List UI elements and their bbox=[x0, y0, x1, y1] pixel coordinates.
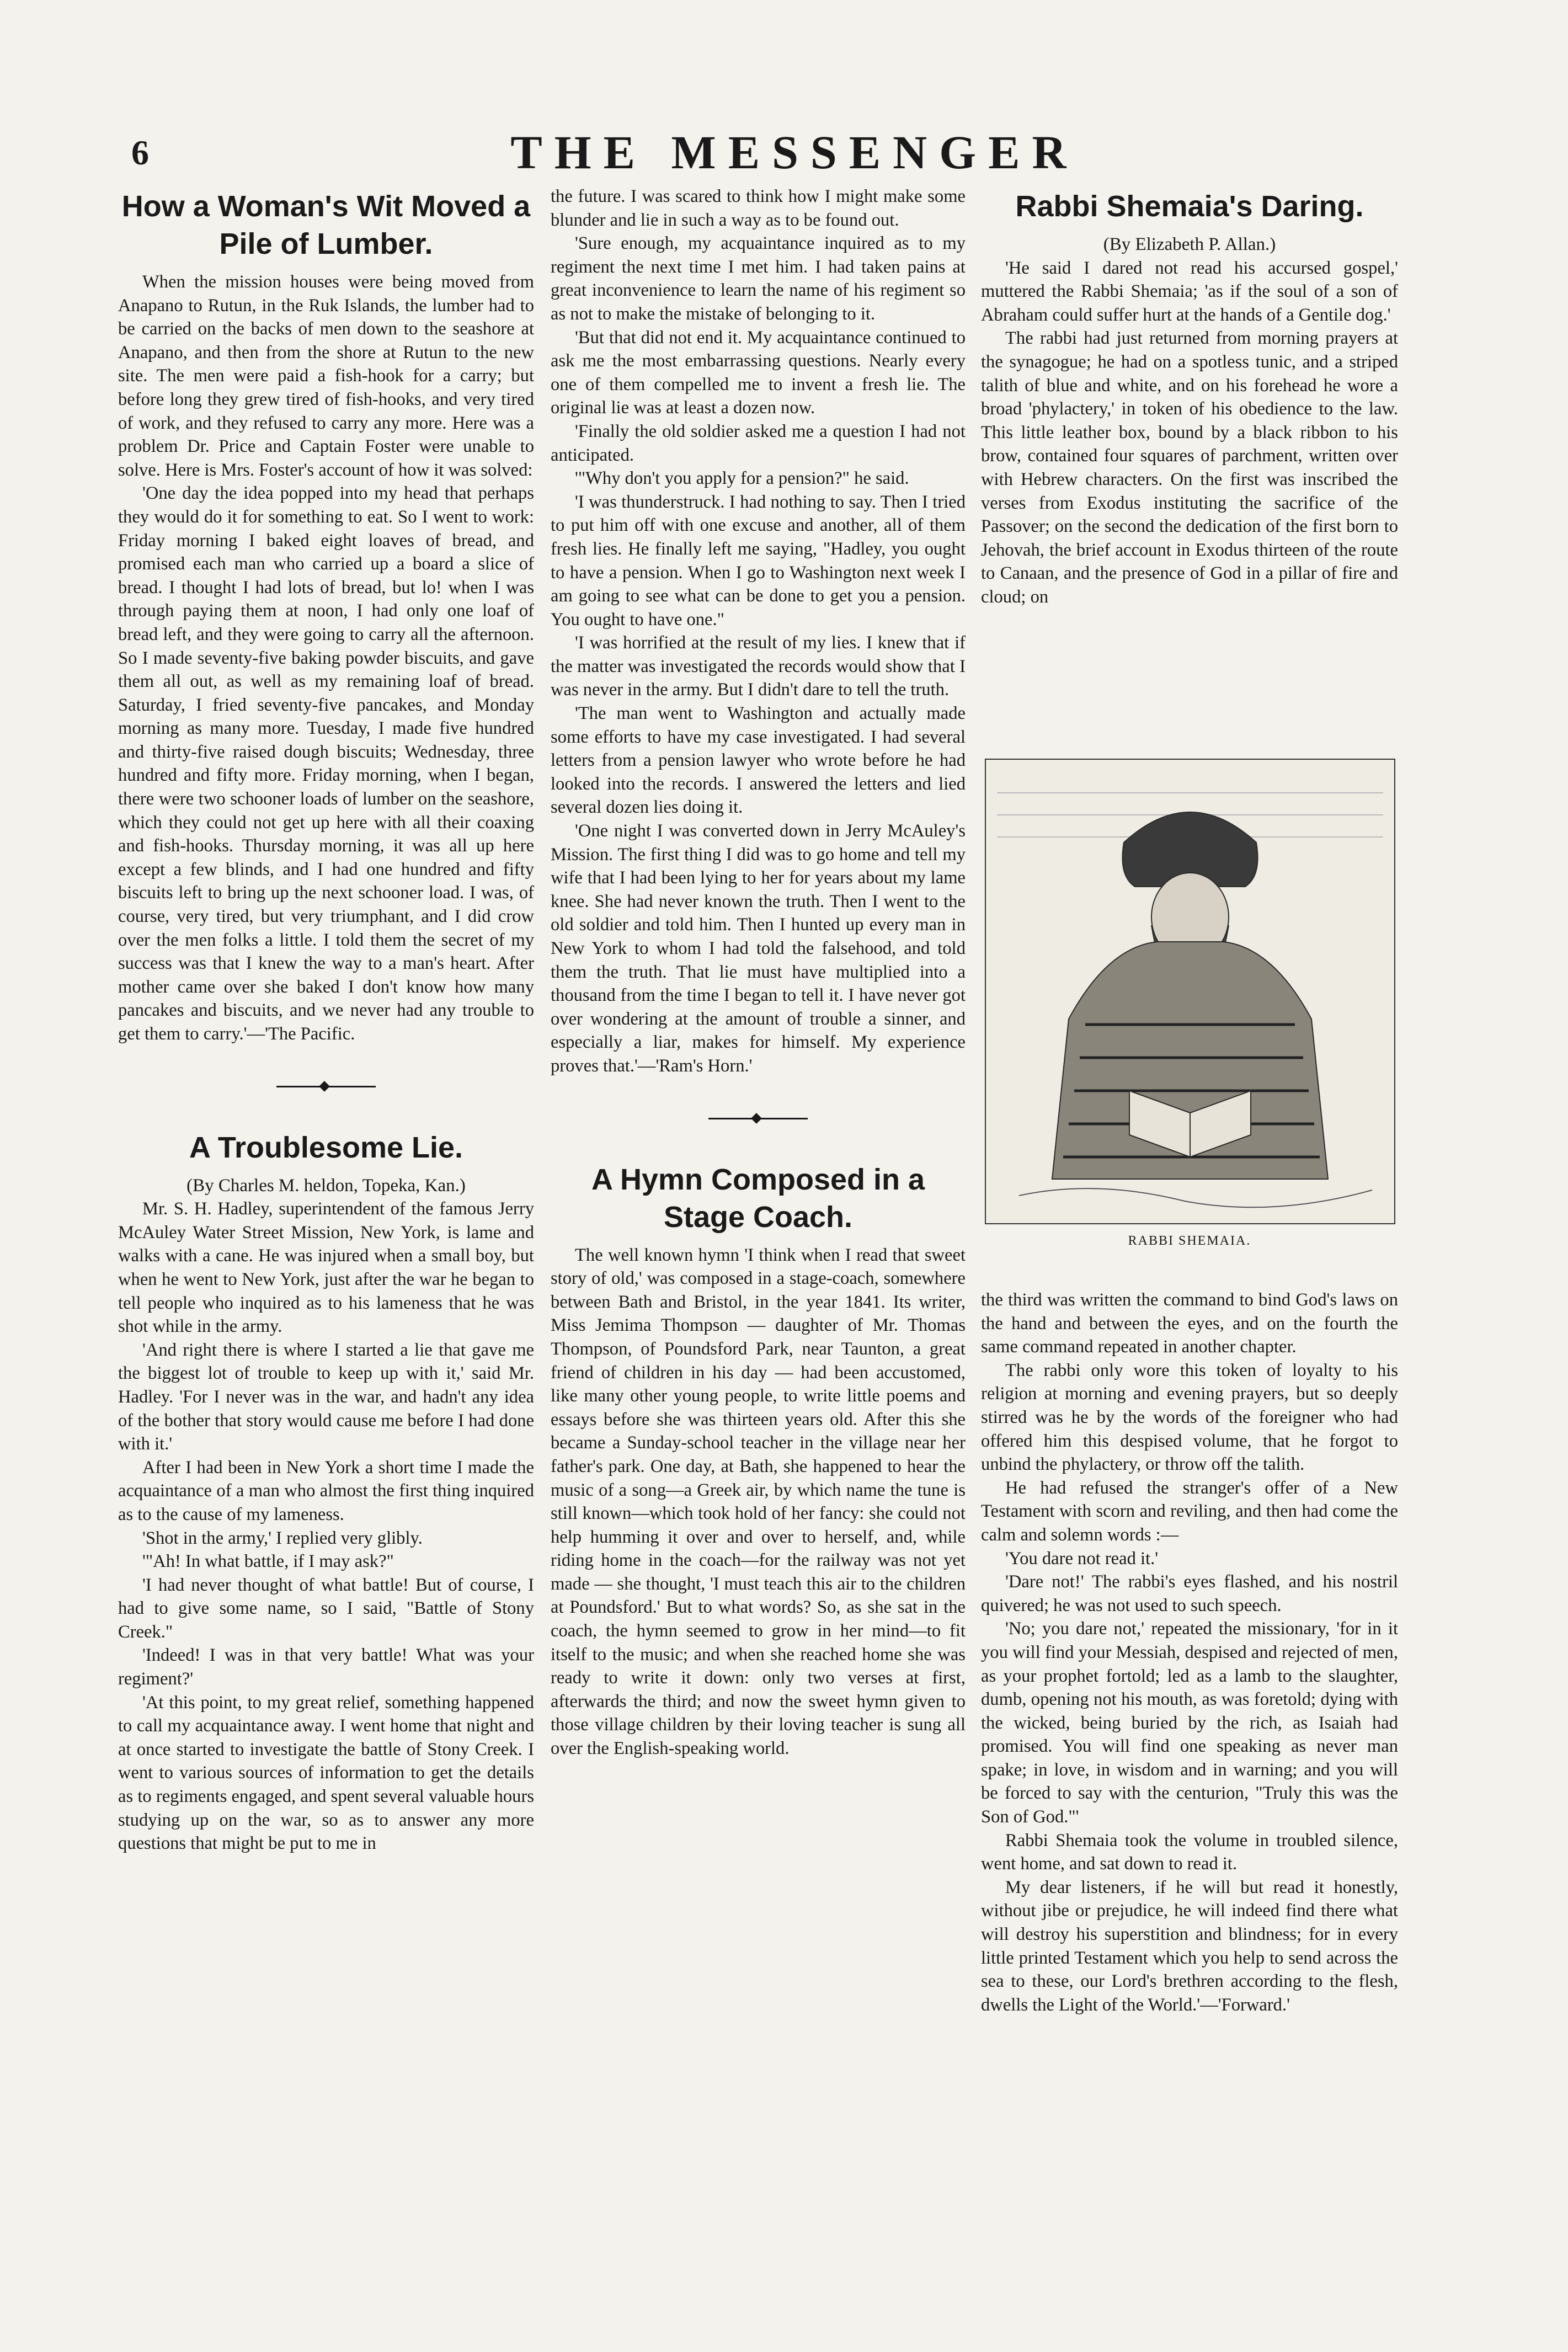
paragraph: 'And right there is where I started a lie that gave me the biggest lot of trouble to keep up with it,' said Mr. Hadley. 'For I never was in the war, and hadn't any idea of the bother that story would cause me before I had done with it.' bbox=[118, 1340, 534, 1454]
paragraph: 'You dare not read it.' bbox=[1005, 1548, 1159, 1569]
paragraph: '"Ah! In what battle, if I may ask?" bbox=[142, 1551, 394, 1572]
rabbi-illustration bbox=[985, 759, 1395, 1224]
paragraph: 'I was horrified at the result of my lies. I knew that if the matter was investigated the records would show that I was never in the army. But I didn't dare to tell the truth. bbox=[551, 633, 966, 700]
paragraph: 'I had never thought of what battle! But of course, I had to give some name, so I said, "Battle of Stony Creek." bbox=[118, 1575, 534, 1642]
column-1 bbox=[118, 188, 534, 1855]
section-divider bbox=[708, 1114, 808, 1122]
paragraph: 'Sure enough, my acquaintance inquired as to my regiment the next time I met him. I had taken pains at great inconvenience to learn the name of his regiment so as not to make the mistake of belonging to it. bbox=[551, 233, 966, 324]
paragraph: '"Why don't you apply for a pension?" he said. bbox=[575, 468, 909, 489]
page-number: 6 bbox=[131, 133, 149, 172]
paragraph: The well known hymn 'I think when I read that sweet story of old,' was composed in a stage-coach, somewhere between Bath and Bristol, in the year 1841. Its writer, Miss Jemima Thompson — daughter of Mr. Thomas Thompson, of Poundsford Park, near Taunton, a great friend of children in his day — had been accustomed, like many other young people, to write little poems and essays before she was thirteen years old. After this she became a Sunday-school teacher in the village near her father's park. One day, at Bath, she happened to hear the music of a song—a Greek air, by which name the tune is still known—which took hold of her fancy: she could not help humming it over and over to herself, and, while riding home in the coach—for the railway was not yet made — she thought, 'I must teach this air to the children at Poundsford.' But to what words? So, as she sat in the coach, the hymn seemed to grow in her mind—to fit itself to the music; and when she reached home she was ready to write it down: only two verses at first, afterwards the third; and now the sweet hymn given to those village children by their loving teacher is sung all over the English-speaking world. bbox=[551, 1245, 966, 1759]
paragraph: 'One night I was converted down in Jerry McAuley's Mission. The first thing I did was to go home and tell my wife that I had been lying to her for years about my lame knee. She had never known the truth. Then I went to the old soldier and told him. Then I hunted up every man in New York to whom I had told the falsehood, and told them the truth. That lie must have multiplied into a thousand from the time I began to tell it. I have never got over wondering at the amount of trouble a sinner, and especially a liar, makes for himself. My experience proves that.'—'Ram's Horn.' bbox=[551, 821, 966, 1076]
paragraph: 'Dare not!' The rabbi's eyes flashed, and his nostril quivered; he was not used to such speech. bbox=[981, 1572, 1398, 1615]
paragraph: After I had been in New York a short time I made the acquaintance of a man who almost the first thing inquired as to the cause of my lameness. bbox=[118, 1457, 534, 1524]
paragraph: 'Indeed! I was in that very battle! What was your regiment?' bbox=[118, 1645, 534, 1689]
paragraph: Rabbi Shemaia took the volume in troubled silence, went home, and sat down to read it. bbox=[981, 1830, 1398, 1874]
paragraph: The rabbi only wore this token of loyalty to his religion at morning and evening prayers, but so deeply stirred was he by the words of the foreigner who had offered him this despised volume, that he forgot to unbind the phylactery, or throw off the talith. bbox=[981, 1360, 1398, 1475]
paragraph: My dear listeners, if he will but read it honestly, without jibe or prejudice, he will indeed find there what will destroy his superstition and blindness; for in every little printed Testament which you help to send across the sea to these, our Lord's brethren according to the flesh, dwells the Light of the World.'—'Forward.' bbox=[981, 1877, 1398, 2015]
column-3-top bbox=[981, 188, 1398, 609]
paragraph: 'Shot in the army,' I replied very glibly. bbox=[142, 1528, 423, 1548]
paragraph: 'The man went to Washington and actually made some efforts to have my case investigated. I had several letters from a pension lawyer who wrote before he had looked into the records. I answered the letters and lied several dozen lies doing it. bbox=[551, 703, 966, 818]
article-title-rabbi: Rabbi Shemaia's Daring. bbox=[1015, 190, 1364, 223]
section-divider bbox=[276, 1082, 376, 1090]
paragraph: The rabbi had just returned from morning prayers at the synagogue; he had on a spotless tunic, and a striped talith of blue and white, and on his forehead he wore a broad 'phylactery,' in token of his obedience to the law. This little leather box, bound by a black ribbon to his brow, contained four squares of parchment, written over with Hebrew characters. On the first was inscribed the verses from Exodus instituting the sacrifice of the Passover; on the second the dedication of the first born to Jehovah, the brief account in Exodus thirteen of the route to Canaan, and the presence of God in a pillar of fire and cloud; on bbox=[981, 328, 1398, 607]
paragraph: 'Finally the old soldier asked me a question I had not anticipated. bbox=[551, 421, 966, 465]
illustration-caption: RABBI SHEMAIA. bbox=[1128, 1234, 1251, 1248]
rabbi-portrait-image bbox=[986, 760, 1394, 1223]
paragraph: the future. I was scared to think how I might make some blunder and lie in such a way as to be found out. bbox=[551, 186, 966, 230]
paragraph: 'He said I dared not read his accursed gospel,' muttered the Rabbi Shemaia; 'as if the soul of a son of Abraham could suffer hurt at the hands of a Gentile dog.' bbox=[981, 258, 1398, 325]
paragraph: Mr. S. H. Hadley, superintendent of the famous Jerry McAuley Water Street Mission, New York, is lame and walks with a cane. He was injured when a small boy, but when he went to New York, just after the war he began to tell people who inquired as to his lameness that he was shot while in the army. bbox=[118, 1199, 534, 1337]
paragraph: 'I was thunderstruck. I had nothing to say. Then I tried to put him off with one excuse and another, all of them fresh lies. He finally left me saying, "Hadley, you ought to have a pension. When I go to Washington next week I am going to see what can be done to get you a pension. You ought to have one." bbox=[551, 492, 966, 630]
article-title-lie: A Troublesome Lie. bbox=[189, 1130, 463, 1164]
paragraph: 'But that did not end it. My acquaintance continued to ask me the most embarrassing questions. Nearly every one of them compelled me to invent a fresh lie. The original lie was at least a dozen now. bbox=[551, 327, 966, 418]
paragraph: the third was written the command to bind God's laws on the hand and between the eyes, and on the fourth the same command repeated in another chapter. bbox=[981, 1290, 1398, 1357]
paragraph: He had refused the stranger's offer of a New Testament with scorn and reviling, and then had come the calm and solemn words :— bbox=[981, 1478, 1398, 1545]
column-2 bbox=[551, 185, 966, 1761]
paragraph: 'No; you dare not,' repeated the missionary, 'for in it you will find your Messiah, despised and rejected of men, as your prophet fortold; led as a lamb to the slaughter, dumb, opening not his mouth, as was foretold; dying with the wicked, being buried by the rich, as Isaiah had promised. You will find one speaking as never man spake; in love, in wisdom and in warning; and you will be forced to say with the centurion, "Truly this was the Son of God."' bbox=[981, 1619, 1398, 1827]
byline: (By Charles M. heldon, Topeka, Kan.) bbox=[186, 1175, 466, 1196]
paragraph: When the mission houses were being moved from Anapano to Rutun, in the Ruk Islands, the lumber had to be carried on the backs of men down to the seashore at Anapano, and then from the shore at Rutun to the new site. The men were paid a fish-hook for a carry; but before long they grew tired of fish-hooks, and very tired of work, and they refused to carry any more. Here was a problem Dr. Price and Captain Foster were unable to solve. Here is Mrs. Foster's account of how it was solved: bbox=[118, 272, 534, 480]
paragraph: 'At this point, to my great relief, something happened to call my acquaintance away. I went home that night and at once started to investigate the battle of Stony Creek. I went to various sources of information to get the details as to regiments engaged, and spent several valuable hours studying up on the war, so as to answer any more questions that might be put to me in bbox=[118, 1692, 534, 1854]
masthead: THE MESSENGER bbox=[510, 126, 1079, 179]
paragraph: 'One day the idea popped into my head that perhaps they would do it for something to eat. So I went to work: Friday morning I baked eight loaves of bread, and promised each man who carried up a board a slice of bread. I thought I had lots of bread, but lo! when I was through paying them at noon, I had only one loaf of bread left, and they were going to carry all the afternoon. So I made seventy-five baking powder biscuits, and gave them all out, as well as my remaining loaf of bread. Saturday, I fried seventy-five pancakes, and Monday morning as many more. Tuesday, I made five hundred and thirty-five raised dough biscuits; Wednesday, three hundred and fifty more. Friday morning, when I began, there were two schooner loads of lumber on the seashore, which they could not get up here with all their coaxing and fish-hooks. Thursday morning, it was all up here except a few blinds, and I had one hundred and fifty biscuits left to bring up the next schooner load. I was, of course, very tired, but very triumphant, and I did crow over the men folks a little. I told them the secret of my success was that I knew the way to a man's heart. After mother came over she baked I don't know how many pancakes and biscuits, and we never had any trouble to get them to carry.'—'The Pacific. bbox=[118, 483, 534, 1044]
byline: (By Elizabeth P. Allan.) bbox=[1103, 234, 1276, 254]
column-3-bottom bbox=[981, 1288, 1398, 2017]
article-title-hymn: A Hymn Composed in a Stage Coach. bbox=[591, 1162, 925, 1234]
article-title-lumber: How a Woman's Wit Moved a Pile of Lumber. bbox=[121, 190, 531, 260]
